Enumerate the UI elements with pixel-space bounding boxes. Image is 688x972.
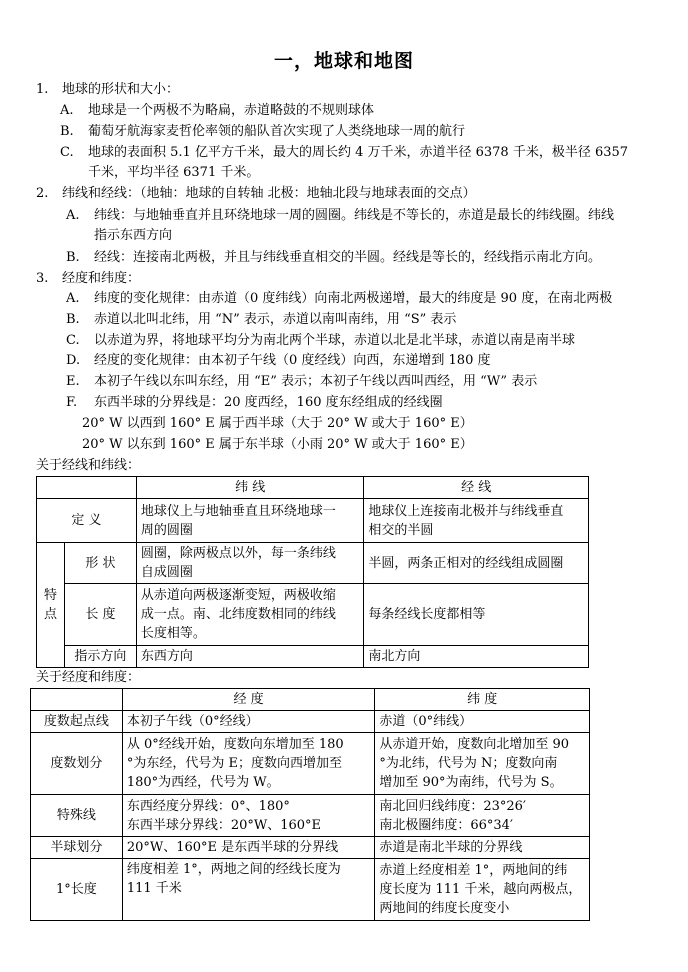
table-2 — [30, 688, 590, 921]
table-cell: 从赤道向两极逐渐变短，两极收缩 成一点。南、北纬度数相同的纬线 长度相等。 — [136, 584, 364, 646]
section-1-heading: 1. 地球的形状和大小： — [36, 82, 180, 97]
table-row — [31, 859, 590, 921]
row-label: 半球划分 — [31, 837, 123, 859]
row-label: 特殊线 — [31, 795, 123, 837]
table-cell: 地球仪上连接南北极并与纬线垂直 相交的半圆 — [364, 499, 589, 543]
list-item-continuation: 指示东西方向 — [94, 228, 173, 243]
table-1-caption: 关于经线和纬线： — [36, 458, 141, 473]
table-cell: 圆圈，除两极点以外，每一条纬线 自成圆圈 — [136, 543, 364, 584]
list-item: B. 赤道以北叫北纬，用 “N” 表示，赤道以南叫南纬，用 “S” 表示 — [66, 312, 457, 327]
list-item: C. 以赤道为界，将地球平均分为南北两个半球，赤道以北是北半球，赤道以南是南半球 — [66, 333, 576, 348]
list-item: E. 本初子午线以东叫东经，用 “E” 表示；本初子午线以西叫西经，用 “W” 表示 — [66, 374, 538, 389]
table-cell: 南北回归线纬度：23°26′ 南北极圈纬度：66°34′ — [375, 795, 590, 837]
header-wei: 纬 线 — [136, 477, 364, 499]
header-jing: 经 度 — [122, 689, 375, 711]
table-row — [37, 584, 589, 646]
row-label: 定 义 — [37, 499, 137, 543]
table-1 — [36, 476, 589, 668]
row-label: 指示方向 — [64, 646, 136, 668]
list-item: D. 经度的变化规律：由本初子午线（0 度经线）向西，东递增到 180 度 — [66, 353, 491, 368]
header-wei: 纬 度 — [375, 689, 590, 711]
table-cell: 东西方向 — [136, 646, 364, 668]
table-cell: 20°W、160°E 是东西半球的分界线 — [122, 837, 375, 859]
table-row — [37, 477, 589, 499]
table-cell: 从 0°经线开始，度数向东增加至 180 °为东经，代号为 E；度数向西增加至 180°为西经，代号为 W。 — [122, 733, 375, 795]
table-cell: 本初子午线（0°经线） — [122, 711, 375, 733]
table-row — [31, 711, 590, 733]
table-cell: 地球仪上与地轴垂直且环绕地球一 周的圆圈 — [136, 499, 364, 543]
table-cell: 赤道（0°纬线） — [375, 711, 590, 733]
row-group-label: 特 点 — [37, 543, 65, 668]
table-row — [37, 499, 589, 543]
table-cell: 纬度相差 1°，两地之间的经线长度为 111 千米 — [122, 859, 375, 921]
list-item: B. 经线：连接南北两极，并且与纬线垂直相交的半圆。经线是等长的，经线指示南北方向。 — [66, 250, 602, 265]
header-jing: 经 线 — [364, 477, 589, 499]
table-row — [31, 689, 590, 711]
list-item: C. 地球的表面积 5.1 亿平方千米，最大的周长约 4 万千米，赤道半径 6378 千米，极半径 6357 — [60, 145, 629, 160]
table-cell: 每条经线长度都相等 — [364, 584, 589, 646]
row-label: 度数起点线 — [31, 711, 123, 733]
table-2-caption: 关于经度和纬度： — [36, 670, 141, 685]
table-row — [37, 543, 589, 584]
list-item: A. 纬度的变化规律：由赤道（0 度纬线）向南北两极递增，最大的纬度是 90 度，在南北两极 — [66, 291, 613, 306]
table-row — [31, 795, 590, 837]
list-item: A. 纬线：与地轴垂直并且环绕地球一周的圆圈。纬线是不等长的，赤道是最长的纬线圈。纬线 — [66, 208, 615, 223]
list-item-note: 20° W 以东到 160° E 属于东半球（小雨 20° W 或大于 160° E） — [82, 437, 473, 452]
list-item-continuation: 千米，平均半径 6371 千米。 — [88, 165, 260, 180]
table-row — [31, 733, 590, 795]
table-cell: 赤道上经度相差 1°，两地间的纬 度长度为 111 千米，越向两极点， 两地间的纬度长度变小 — [375, 859, 590, 921]
table-cell: 南北方向 — [364, 646, 589, 668]
list-item: A. 地球是一个两极不为略扁，赤道略鼓的不规则球体 — [60, 103, 375, 118]
table-cell: 从赤道开始，度数向北增加至 90 °为北纬，代号为 N；度数向南 增加至 90°为南纬，代号为 S。 — [375, 733, 590, 795]
row-label: 长 度 — [64, 584, 136, 646]
table-cell: 东西经度分界线：0°、180° 东西半球分界线：20°W、160°E — [122, 795, 375, 837]
page-title: 一，地球和地图 — [273, 50, 414, 72]
list-item: B. 葡萄牙航海家麦哲伦率领的船队首次实现了人类绕地球一周的航行 — [60, 124, 466, 139]
row-label: 1°长度 — [31, 859, 123, 921]
table-row — [37, 646, 589, 668]
section-2-heading: 2. 纬线和经线：（地轴：地球的自转轴 北极：地轴北段与地球表面的交点） — [36, 186, 476, 201]
row-label: 度数划分 — [31, 733, 123, 795]
table-cell: 赤道是南北半球的分界线 — [375, 837, 590, 859]
row-label: 形 状 — [64, 543, 136, 584]
list-item: F. 东西半球的分界线是：20 度西经，160 度东经组成的经线圈 — [66, 395, 443, 410]
table-cell: 半圆，两条正相对的经线组成圆圈 — [364, 543, 589, 584]
list-item-note: 20° W 以西到 160° E 属于西半球（大于 20° W 或大于 160° E） — [82, 416, 473, 431]
section-3-heading: 3. 经度和纬度： — [36, 271, 141, 286]
table-row — [31, 837, 590, 859]
